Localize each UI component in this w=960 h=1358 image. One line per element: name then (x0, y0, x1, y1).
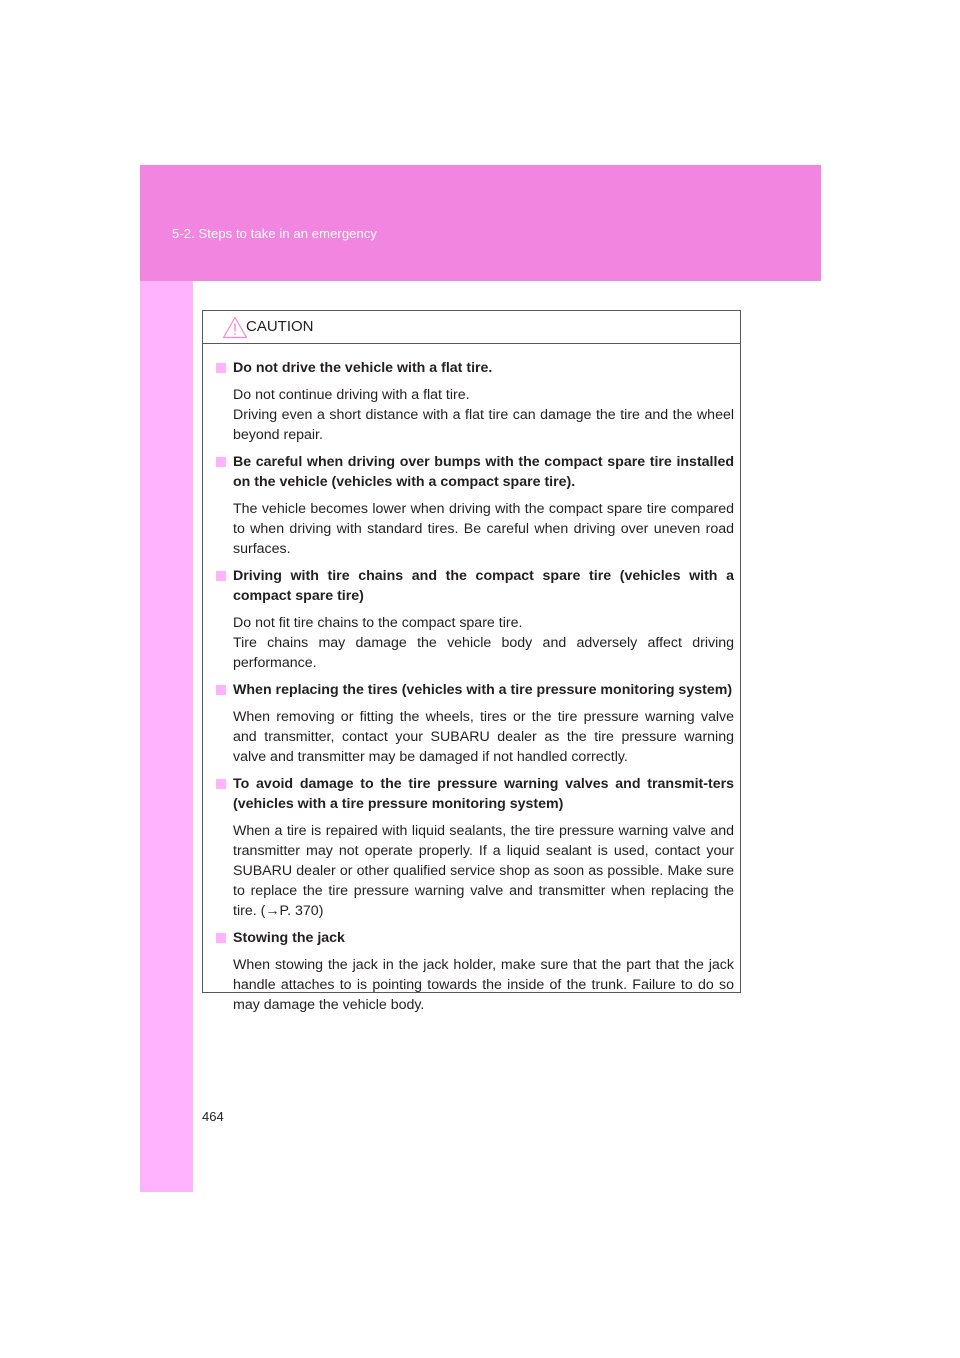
caution-paragraph: Do not continue driving with a flat tire. (233, 387, 470, 403)
caution-item-text (215, 955, 734, 1015)
warning-triangle-icon (222, 316, 248, 339)
caution-item-title: Be careful when driving over bumps with the compact spare tire installed on the vehicle (vehicles with a compact spare tire). (215, 452, 734, 492)
caution-label: CAUTION (246, 318, 314, 335)
caution-item-text (215, 613, 734, 673)
square-bullet-icon (216, 933, 226, 943)
caution-item-title: To avoid damage to the tire pressure warning valves and transmit-ters (vehicles with a tire pressure monitoring system) (215, 774, 734, 814)
caution-box (202, 310, 741, 1013)
section-title: 5-2. Steps to take in an emergency (172, 226, 378, 241)
caution-item (215, 452, 734, 559)
caution-item (215, 566, 734, 673)
caution-item-title: Do not drive the vehicle with a flat tire. (215, 358, 734, 378)
square-bullet-icon (216, 363, 226, 373)
square-bullet-icon (216, 571, 226, 581)
section-header-band (140, 165, 821, 281)
caution-item (215, 358, 734, 445)
caution-paragraph: The vehicle becomes lower when driving with the compact spare tire compared to when driving with standard tires. Be careful when driving over uneven road surfaces. (233, 501, 734, 557)
caution-paragraph: When stowing the jack in the jack holder, make sure that the part that the jack handle attaches to is pointing towards the inside of the trunk. Failure to do so may damage the vehicle body. (233, 957, 734, 1013)
caution-item-text (215, 707, 734, 767)
page-number: 464 (202, 1109, 224, 1124)
caution-paragraph: Driving even a short distance with a flat tire can damage the tire and the wheel beyond repair. (233, 407, 734, 443)
square-bullet-icon (216, 685, 226, 695)
caution-paragraph: Do not fit tire chains to the compact spare tire. (233, 615, 523, 631)
caution-item-text (215, 499, 734, 559)
caution-item (215, 774, 734, 921)
caution-item-title: Driving with tire chains and the compact spare tire (vehicles with a compact spare tire) (215, 566, 734, 606)
square-bullet-icon (216, 457, 226, 467)
caution-body (203, 344, 740, 1015)
caution-item-title: When replacing the tires (vehicles with a tire pressure monitoring system) (215, 680, 734, 700)
caution-item (215, 928, 734, 1015)
caution-paragraph: When a tire is repaired with liquid sealants, the tire pressure warning valve and transmitter may not operate properly. If a liquid sealant is used, contact your SUBARU dealer or other qualified service shop as soon as possible. Make sure to replace the tire pressure warning valve and transmitter when replacing the tire. (→P. 370) (233, 823, 734, 919)
caution-item-title: Stowing the jack (215, 928, 734, 948)
caution-item-text (215, 821, 734, 921)
caution-paragraph: Tire chains may damage the vehicle body and adversely affect driving performance. (233, 635, 734, 671)
square-bullet-icon (216, 779, 226, 789)
caution-paragraph: When removing or fitting the wheels, tires or the tire pressure warning valve and transmitter, contact your SUBARU dealer as the tire pressure warning valve and transmitter may be damaged if not handled correctly. (233, 709, 734, 765)
caution-header (203, 311, 740, 344)
caution-item-text (215, 385, 734, 445)
caution-item (215, 680, 734, 767)
